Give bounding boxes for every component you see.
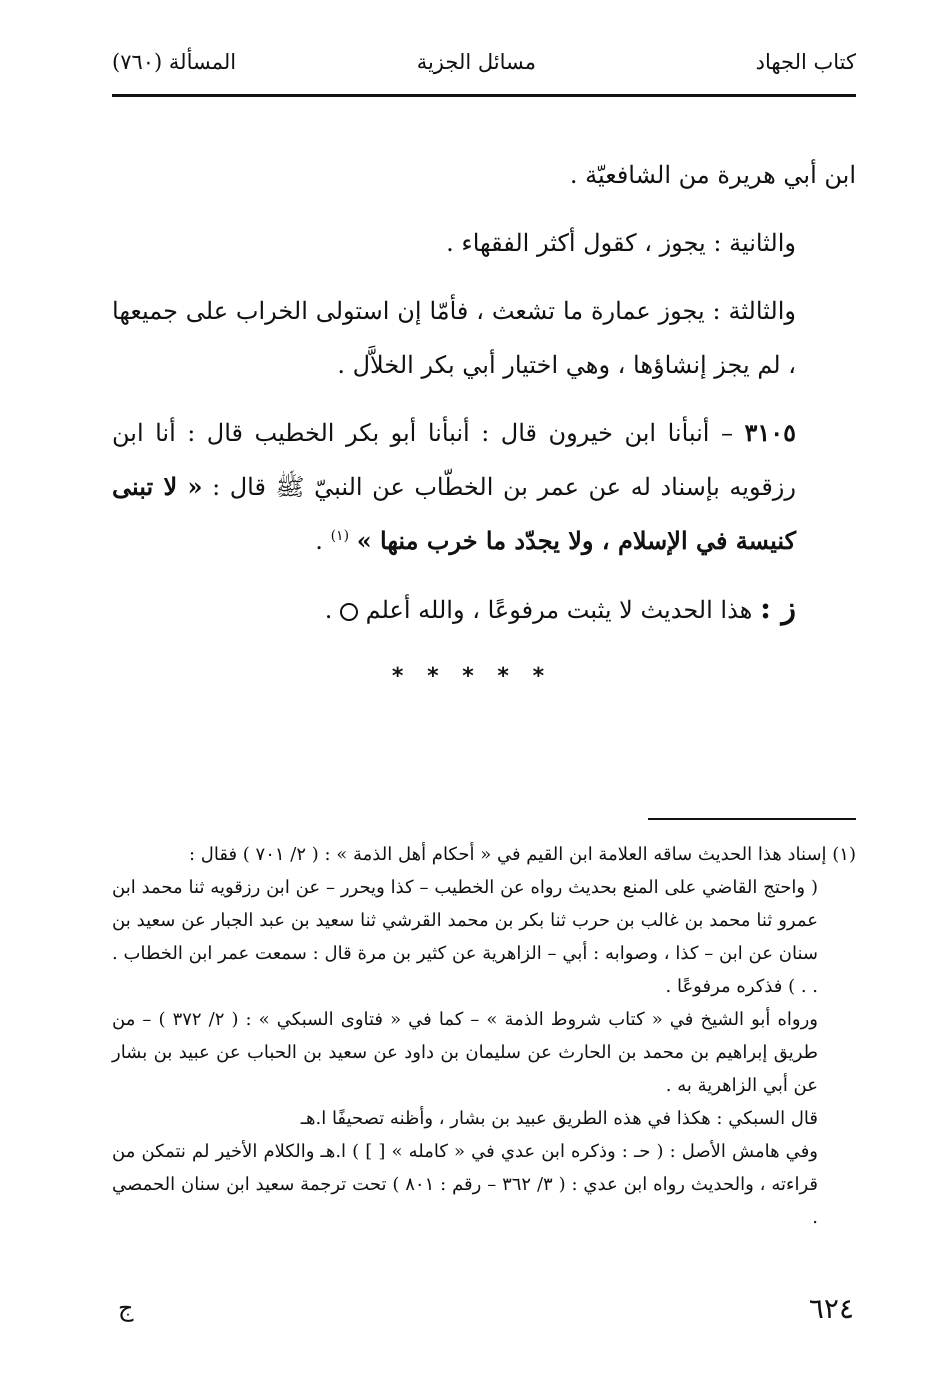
- paragraph-1: ابن أبي هريرة من الشافعيّة .: [569, 161, 856, 189]
- page-number: ٦٢٤: [808, 1292, 854, 1325]
- commentary-text: هذا الحديث لا يثبت مرفوعًا ، والله أعلم: [365, 596, 753, 624]
- chapter-title: مسائل الجزية: [416, 50, 536, 74]
- header-rule: [112, 94, 856, 97]
- section-separator: * * * * *: [391, 664, 553, 689]
- footnote-1-subki: قال السبكي : هكذا في هذه الطريق عبيد بن بشار ، وأظنه تصحيفًا ا.هـ: [300, 1108, 818, 1129]
- footnote-1-margin: وفي هامش الأصل : ( حـ : وذكره ابن عدي في « كامله » [ ] ) ا.هـ والكلام الأخير لم نتمكن من قراءته ، والحديث رواه ابن عدي : ( ٣/ ٣٦٢ – رقم : ٨٠١ ) تحت ترجمة سعيد ابن سنان الحمصي .: [112, 1141, 818, 1228]
- issue-number: المسألة (٧٦٠): [112, 50, 237, 74]
- footnote-1-abu-shaykh: ورواه أبو الشيخ في « كتاب شروط الذمة » – كما في « فتاوى السبكي » : ( ٢/ ٣٧٢ ) – من طريق إبراهيم بن محمد بن الحارث عن سليمان بن داود عن سعيد بن الحباب عن عبيد بن بشار عن أبي الزاهرية به .: [112, 1009, 818, 1096]
- z-mark: ز :: [759, 591, 796, 626]
- paragraph-3: والثالثة : يجوز عمارة ما تشعث ، فأمّا إن استولى الخراب على جميعها ، لم يجز إنشاؤها ، وهي اختيار أبي بكر الخلاَّل .: [112, 297, 796, 379]
- book-title: كتاب الجهاد: [755, 50, 856, 74]
- running-header: [112, 50, 856, 90]
- footnote-1-line: (١) إسناد هذا الحديث ساقه العلامة ابن القيم في « أحكام أهل الذمة » : ( ٢/ ٧٠١ ) فقال :: [189, 844, 856, 865]
- circle-icon: [340, 603, 358, 621]
- main-text: [112, 148, 856, 651]
- commentary-end: .: [324, 596, 333, 624]
- hadith-intro: – أنبأنا ابن خيرون قال : أنبأنا أبو بكر الخطيب قال : أنا ابن رزقويه بإسناد له عن عمر بن الخطّاب عن النبيّ ﷺ قال :: [112, 419, 796, 501]
- footnote-ref: (١): [330, 528, 350, 544]
- footnote-rule: [648, 818, 856, 820]
- footnotes: [112, 838, 856, 1234]
- signature-mark: ج: [118, 1294, 134, 1322]
- commentary-paragraph: [112, 582, 856, 637]
- paragraph-2: والثانية : يجوز ، كقول أكثر الفقهاء .: [446, 229, 796, 257]
- hadith-text: « لا تبنى كنيسة في الإسلام ، ولا يجدّد ما خرب منها »: [112, 472, 796, 555]
- hadith-end: .: [315, 527, 323, 555]
- hadith-paragraph: [112, 406, 856, 568]
- hadith-number: ٣١٠٥: [744, 418, 796, 447]
- footnote-1-quote: ( واحتج القاضي على المنع بحديث رواه عن الخطيب – كذا ويحرر – عن ابن رزقويه ثنا محمد ابن عمرو ثنا محمد بن غالب بن حرب ثنا بكر بن محمد القرشي ثنا سعيد بن عبد الجبار عن سعيد بن سنان عن ابن – كذا ، وصوابه : أبي – الزاهرية عن كثير بن مرة قال : سمعت عمر ابن الخطاب . . . ) فذكره مرفوعًا .: [112, 877, 818, 997]
